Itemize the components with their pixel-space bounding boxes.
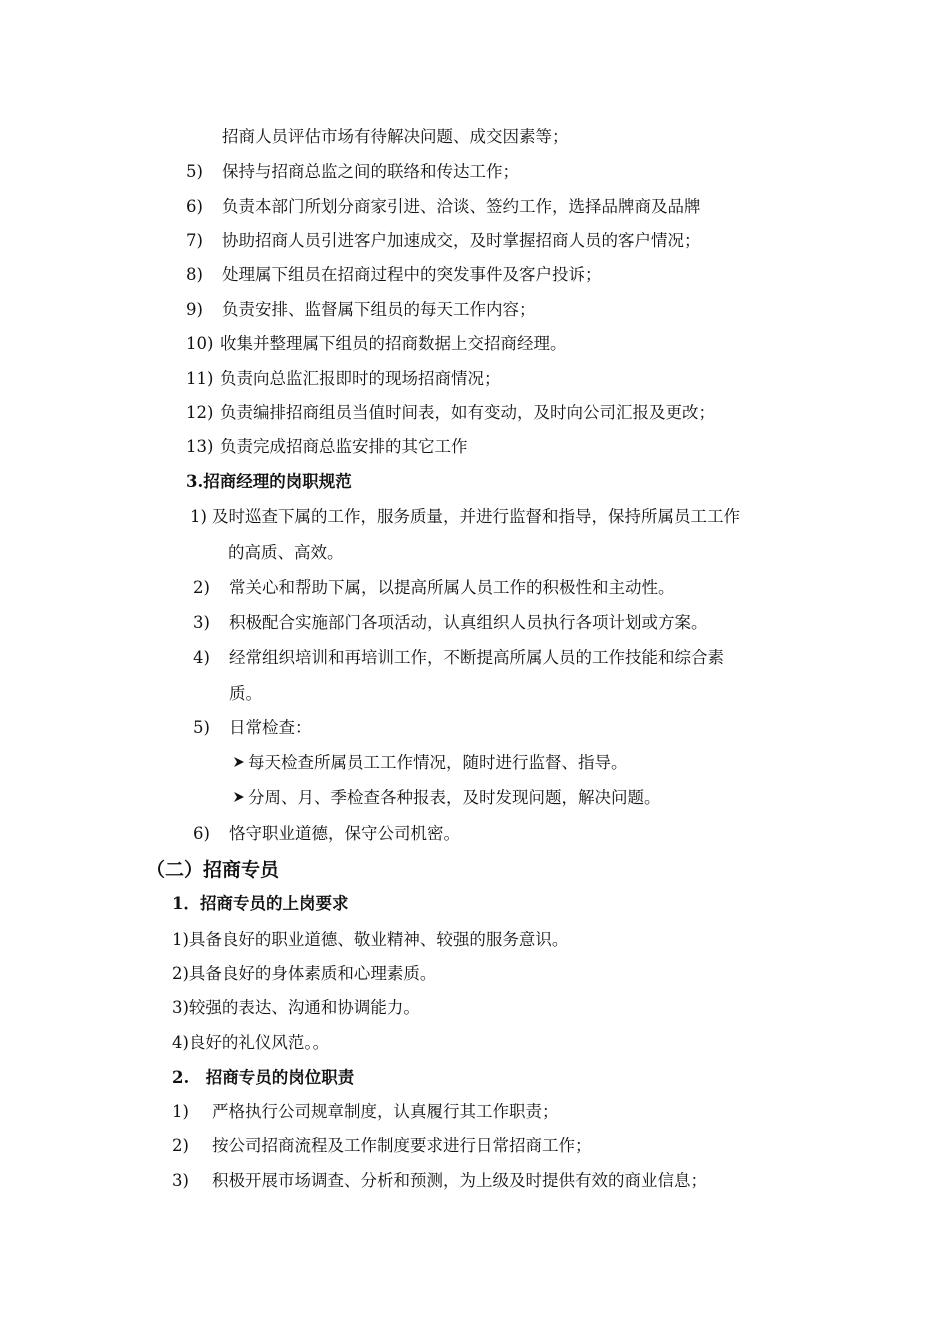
norm-item-4-continued: 质。 <box>229 684 262 703</box>
specialist-duty-1: 1) 严格执行公司规章制度，认真履行其工作职责； <box>172 1102 559 1121</box>
specialist-duty-3: 3) 积极开展市场调查、分析和预测，为上级及时提供有效的商业信息； <box>172 1171 707 1190</box>
norm-item-1-continued: 的高质、高效。 <box>228 543 344 562</box>
arrowhead-bullet-icon <box>232 787 246 809</box>
norm-item-1: 1) 及时巡查下属的工作，服务质量，并进行监督和指导，保持所属员工工作 <box>190 507 740 526</box>
norm-item-6: 6) 恪守职业道德，保守公司机密。 <box>193 824 460 843</box>
norm-item-2: 2) 常关心和帮助下属，以提高所属人员工作的积极性和主动性。 <box>193 578 675 597</box>
duty-item-8: 8) 处理属下组员在招商过程中的突发事件及客户投诉； <box>186 265 602 284</box>
duty-item-6: 6) 负责本部门所划分商家引进、洽谈、签约工作，选择品牌商及品牌 <box>186 197 701 216</box>
arrowhead-bullet-icon <box>232 752 246 774</box>
requirement-item-1: 1)具备良好的职业道德、敬业精神、较强的服务意识。 <box>172 930 569 949</box>
specialist-duty-2: 2) 按公司招商流程及工作制度要求进行日常招商工作； <box>172 1136 592 1155</box>
duty-item-13: 13) 负责完成招商总监安排的其它工作 <box>186 437 468 456</box>
specialist-requirements-heading: 1．招商专员的上岗要求 <box>172 894 349 913</box>
norm-item-5: 5) 日常检查： <box>193 718 312 737</box>
duty-item-5: 5) 保持与招商总监之间的联络和传达工作； <box>186 162 519 181</box>
norm-item-4: 4) 经常组织培训和再培训工作，不断提高所属人员的工作技能和综合素 <box>193 648 724 667</box>
duty-item-12: 12) 负责编排招商组员当值时间表，如有变动，及时向公司汇报及更改； <box>186 403 715 422</box>
requirement-item-3: 3)较强的表达、沟通和协调能力。 <box>172 998 420 1017</box>
duty-item-11: 11) 负责向总监汇报即时的现场招商情况； <box>186 369 501 388</box>
check-bullet-2: 分周、月、季检查各种报表，及时发现问题，解决问题。 <box>232 787 661 809</box>
norm-item-3: 3) 积极配合实施部门各项活动，认真组织人员执行各项计划或方案。 <box>193 613 708 632</box>
requirement-item-2: 2)具备良好的身体素质和心理素质。 <box>172 964 437 983</box>
requirement-item-4: 4)良好的礼仪风范。。 <box>172 1033 330 1052</box>
duty-item-9: 9) 负责安排、监督属下组员的每天工作内容； <box>186 300 536 319</box>
specialist-duties-heading: 2. 招商专员的岗位职责 <box>172 1068 355 1087</box>
duty-item-7: 7) 协助招商人员引进客户加速成交，及时掌握招商人员的客户情况； <box>186 231 701 250</box>
section-title-specialist: （二）招商专员 <box>146 859 280 881</box>
manager-norms-heading: 3.招商经理的岗职规范 <box>186 472 352 491</box>
duty-line-continued: 招商人员评估市场有待解决问题、成交因素等； <box>222 127 569 146</box>
duty-item-10: 10) 收集并整理属下组员的招商数据上交招商经理。 <box>186 334 567 353</box>
check-bullet-1: 每天检查所属员工工作情况，随时进行监督、指导。 <box>232 752 628 774</box>
